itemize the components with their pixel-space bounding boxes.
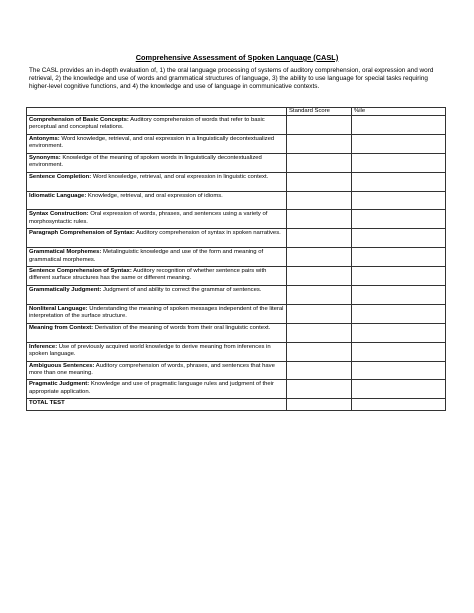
total-test-row	[27, 399, 446, 411]
subtest-description: Auditory comprehension of words, phrases, and sentences that have more than one meaning.	[29, 362, 275, 376]
subtest-name: Idiomatic Language:	[29, 192, 87, 199]
percentile-cell[interactable]	[352, 172, 446, 191]
subtest-description: Use of previously acquired world knowledge to derive meaning from inferences in spoken language.	[29, 343, 271, 357]
subtest-name: Sentence Comprehension of Syntax:	[29, 268, 132, 275]
standard-score-cell[interactable]	[287, 304, 352, 323]
percentile-cell[interactable]	[352, 304, 446, 323]
subtest-description-cell	[27, 134, 287, 153]
subtest-description: Knowledge of the meaning of spoken words in linguistically decontextualized environment.	[29, 154, 262, 169]
subtest-description: Understanding the meaning of spoken messages independent of the literal interpretation of the surface structure.	[29, 305, 284, 320]
total-test-label: TOTAL TEST	[27, 399, 287, 411]
table-row	[27, 286, 446, 305]
percentile-cell[interactable]	[352, 116, 446, 135]
subtest-description-cell	[27, 248, 287, 267]
percentile-cell[interactable]	[352, 361, 446, 380]
percentile-cell[interactable]	[352, 210, 446, 229]
subtest-name: Comprehension of Basic Concepts:	[29, 117, 129, 123]
subtest-description-cell	[27, 229, 287, 248]
subtest-name: Paragraph Comprehension of Syntax:	[29, 230, 135, 237]
standard-score-cell[interactable]	[287, 286, 352, 305]
subtest-name: Ambiguous Sentences:	[29, 362, 95, 369]
subtest-description-cell	[27, 172, 287, 191]
intro-paragraph: The CASL provides an in-depth evaluation of, 1) the oral language processing of systems of auditory comprehension, oral expression and word retrieval, 2) the knowledge and use of words and grammatical structures of language, 3) the ability to use language for special tasks requiring higher-level cognitive functions, and 4) the knowledge and use of language in communicative contexts.	[29, 67, 434, 91]
subtest-name: Synonyms:	[29, 154, 61, 161]
subtest-description: Knowledge, retrieval, and oral expression of idioms.	[87, 192, 223, 199]
standard-score-cell[interactable]	[287, 342, 352, 361]
subtest-description-cell	[27, 342, 287, 361]
document-title: Comprehensive Assessment of Spoken Language (CASL)	[135, 53, 339, 62]
standard-score-cell[interactable]	[287, 153, 352, 172]
standard-score-cell[interactable]	[287, 229, 352, 248]
table-row	[27, 134, 446, 153]
subtest-description: Auditory comprehension of words that refer to basic perceptual and conceptual relations.	[29, 117, 265, 131]
table-row	[27, 267, 446, 286]
table-row	[27, 248, 446, 267]
table-row	[27, 153, 446, 172]
subtest-name: Syntax Construction:	[29, 211, 89, 218]
subtest-name: Antonyms:	[29, 135, 60, 142]
percentile-cell[interactable]	[352, 342, 446, 361]
subtest-description: Judgment of and ability to correct the grammar of sentences.	[103, 287, 262, 294]
percentile-cell[interactable]	[352, 380, 446, 399]
subtest-description-cell	[27, 286, 287, 305]
table-row	[27, 210, 446, 229]
subtest-description: Word knowledge, retrieval, and oral expression in a linguistically decontextualized environment.	[29, 135, 275, 150]
subtest-description-cell	[27, 191, 287, 210]
subtest-name: Sentence Completion:	[29, 173, 92, 180]
standard-score-cell[interactable]	[287, 172, 352, 191]
table-row	[27, 342, 446, 361]
table-row	[27, 229, 446, 248]
standard-score-cell[interactable]	[287, 210, 352, 229]
subtest-name: Grammatically Judgment:	[29, 287, 102, 294]
table-row	[27, 323, 446, 342]
table-row	[27, 304, 446, 323]
table-header-row	[27, 108, 446, 116]
table-row	[27, 116, 446, 135]
percentile-cell[interactable]	[352, 153, 446, 172]
table-row	[27, 361, 446, 380]
standard-score-cell[interactable]	[287, 116, 352, 135]
subtest-description-cell	[27, 304, 287, 323]
standard-score-cell[interactable]	[287, 191, 352, 210]
table-row	[27, 380, 446, 399]
subtest-description-cell	[27, 153, 287, 172]
table-row	[27, 191, 446, 210]
header-description-cell	[27, 108, 287, 116]
subtest-description-cell	[27, 210, 287, 229]
total-standard-score-cell[interactable]	[287, 399, 352, 411]
percentile-cell[interactable]	[352, 134, 446, 153]
subtest-description: Auditory recognition of whether sentence pairs with different surface structures has the same or different meaning.	[29, 268, 267, 282]
percentile-cell[interactable]	[352, 323, 446, 342]
subtest-description-cell	[27, 116, 287, 135]
standard-score-cell[interactable]	[287, 323, 352, 342]
header-percentile: %ile	[352, 108, 446, 116]
standard-score-cell[interactable]	[287, 380, 352, 399]
subtest-name: Nonliteral Language:	[29, 305, 88, 312]
percentile-cell[interactable]	[352, 267, 446, 286]
subtest-description: Word knowledge, retrieval, and oral expression in linguistic context.	[92, 173, 269, 180]
standard-score-cell[interactable]	[287, 361, 352, 380]
subtest-description-cell	[27, 267, 287, 286]
subtest-name: Meaning from Context:	[29, 324, 94, 331]
percentile-cell[interactable]	[352, 191, 446, 210]
header-standard-score: Standard Score	[287, 108, 352, 116]
subtest-name: Inference:	[29, 343, 58, 350]
total-percentile-cell[interactable]	[352, 399, 446, 411]
subtest-description-cell	[27, 323, 287, 342]
standard-score-cell[interactable]	[287, 267, 352, 286]
subtest-name: Pragmatic Judgment:	[29, 381, 90, 388]
table-row	[27, 172, 446, 191]
subtest-description-cell	[27, 380, 287, 399]
subtest-name: Grammatical Morphemes:	[29, 249, 102, 256]
subtest-description: Auditory comprehension of syntax in spoken narratives.	[136, 230, 281, 237]
percentile-cell[interactable]	[352, 229, 446, 248]
standard-score-cell[interactable]	[287, 248, 352, 267]
subtest-description: Metalinguistic knowledge and use of the form and meaning of grammatical morphemes.	[29, 249, 264, 263]
casl-score-table	[26, 107, 446, 411]
percentile-cell[interactable]	[352, 286, 446, 305]
subtest-description-cell	[27, 361, 287, 380]
subtest-description: Knowledge and use of pragmatic language rules and judgment of their appropriate application.	[29, 381, 274, 395]
subtest-description: Derivation of the meaning of words from their oral linguistic context.	[94, 324, 271, 331]
percentile-cell[interactable]	[352, 248, 446, 267]
standard-score-cell[interactable]	[287, 134, 352, 153]
subtest-description: Oral expression of words, phrases, and sentences using a variety of morphosyntactic rules.	[29, 211, 268, 225]
